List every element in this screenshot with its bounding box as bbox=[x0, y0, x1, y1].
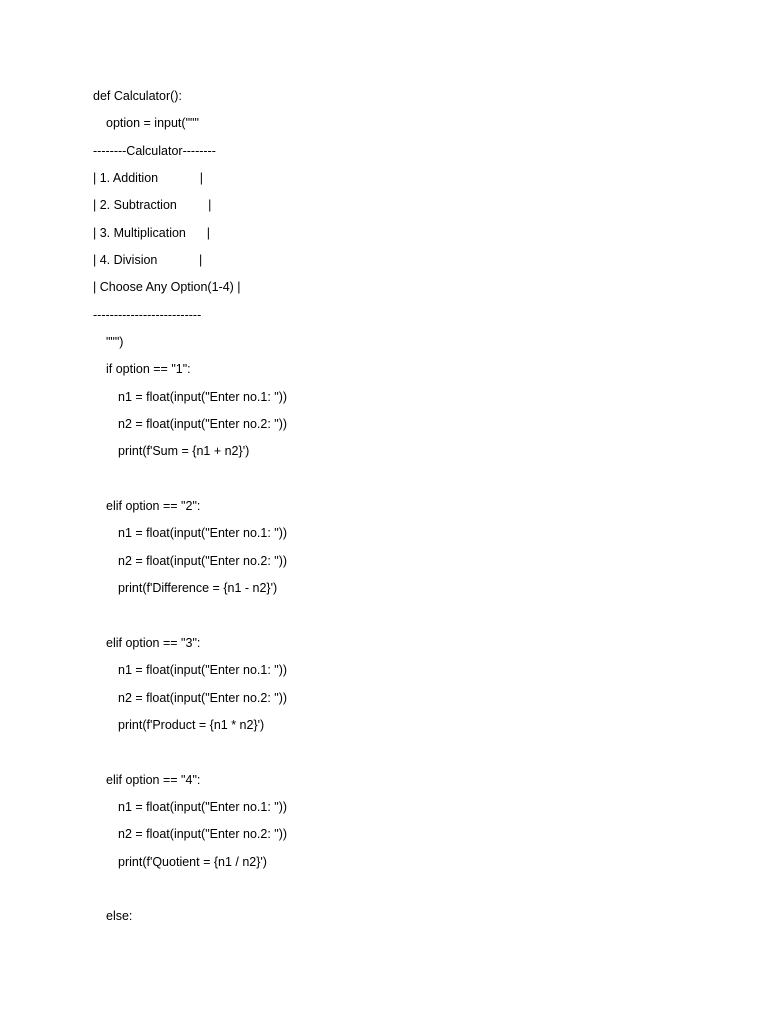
code-line: | 1. Addition | bbox=[93, 171, 204, 185]
code-line: option = input(""" bbox=[106, 116, 199, 130]
code-line: print(f'Sum = {n1 + n2}') bbox=[118, 444, 250, 458]
code-line: n1 = float(input("Enter no.1: ")) bbox=[118, 663, 288, 677]
code-line: elif option == "4": bbox=[106, 773, 201, 787]
code-line: """) bbox=[106, 335, 124, 349]
code-line: | 4. Division | bbox=[93, 253, 203, 267]
code-line: print(f'Difference = {n1 - n2}') bbox=[118, 581, 278, 595]
code-line: def Calculator(): bbox=[93, 89, 182, 103]
code-line: | 3. Multiplication | bbox=[93, 226, 210, 240]
code-line: -------------------------- bbox=[93, 308, 202, 322]
code-line: n2 = float(input("Enter no.2: ")) bbox=[118, 554, 288, 568]
code-line: print(f'Quotient = {n1 / n2}') bbox=[118, 855, 267, 869]
code-line: n1 = float(input("Enter no.1: ")) bbox=[118, 526, 288, 540]
code-line: print(f'Product = {n1 * n2}') bbox=[118, 718, 265, 732]
code-line: --------Calculator-------- bbox=[93, 144, 216, 158]
code-line: n1 = float(input("Enter no.1: ")) bbox=[118, 390, 288, 404]
code-line: elif option == "3": bbox=[106, 636, 201, 650]
code-line: | Choose Any Option(1-4) | bbox=[93, 280, 241, 294]
code-line: n2 = float(input("Enter no.2: ")) bbox=[118, 417, 288, 431]
code-line: if option == "1": bbox=[106, 362, 191, 376]
code-line: elif option == "2": bbox=[106, 499, 201, 513]
code-line: n1 = float(input("Enter no.1: ")) bbox=[118, 800, 288, 814]
code-line: else: bbox=[106, 909, 133, 923]
code-line: n2 = float(input("Enter no.2: ")) bbox=[118, 827, 288, 841]
code-line: n2 = float(input("Enter no.2: ")) bbox=[118, 691, 288, 705]
code-line: | 2. Subtraction | bbox=[93, 198, 212, 212]
